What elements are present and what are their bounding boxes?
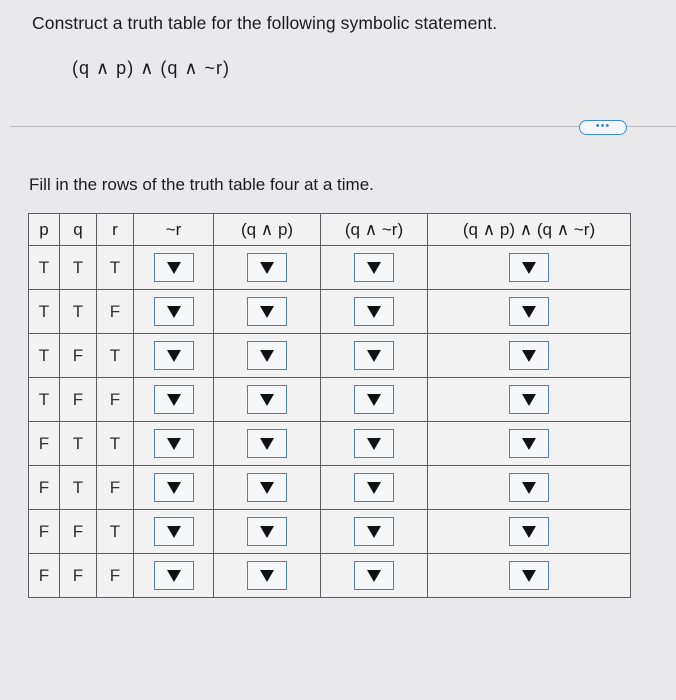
truth-value-dropdown[interactable] bbox=[509, 297, 549, 326]
table-row bbox=[29, 378, 631, 422]
truth-value-cell: T bbox=[97, 422, 134, 466]
truth-value-cell: F bbox=[60, 334, 97, 378]
dropdown-arrow-icon bbox=[167, 526, 181, 538]
truth-value-dropdown[interactable] bbox=[247, 253, 287, 282]
table-row bbox=[29, 246, 631, 290]
answer-cell bbox=[134, 246, 214, 290]
truth-value-cell: T bbox=[29, 378, 60, 422]
dropdown-arrow-icon bbox=[367, 394, 381, 406]
answer-cell bbox=[321, 510, 428, 554]
truth-value-dropdown[interactable] bbox=[354, 341, 394, 370]
answer-cell bbox=[134, 510, 214, 554]
truth-value-dropdown[interactable] bbox=[154, 385, 194, 414]
dropdown-arrow-icon bbox=[260, 350, 274, 362]
answer-cell bbox=[214, 378, 321, 422]
truth-value-dropdown[interactable] bbox=[509, 429, 549, 458]
dropdown-arrow-icon bbox=[260, 394, 274, 406]
dropdown-arrow-icon bbox=[167, 482, 181, 494]
dropdown-arrow-icon bbox=[367, 350, 381, 362]
answer-cell bbox=[321, 422, 428, 466]
dropdown-arrow-icon bbox=[260, 306, 274, 318]
dropdown-arrow-icon bbox=[522, 350, 536, 362]
dropdown-arrow-icon bbox=[522, 438, 536, 450]
dropdown-arrow-icon bbox=[167, 262, 181, 274]
truth-table bbox=[28, 213, 631, 598]
truth-value-cell: T bbox=[97, 510, 134, 554]
truth-value-cell: F bbox=[97, 554, 134, 598]
dropdown-arrow-icon bbox=[522, 306, 536, 318]
answer-cell bbox=[428, 378, 631, 422]
truth-value-dropdown[interactable] bbox=[154, 429, 194, 458]
answer-cell bbox=[134, 290, 214, 334]
column-header: p bbox=[29, 214, 60, 246]
truth-value-dropdown[interactable] bbox=[154, 253, 194, 282]
column-header: (q ∧ ~r) bbox=[321, 214, 428, 246]
dropdown-arrow-icon bbox=[367, 526, 381, 538]
answer-cell bbox=[428, 554, 631, 598]
dropdown-arrow-icon bbox=[367, 438, 381, 450]
column-header: (q ∧ p) bbox=[214, 214, 321, 246]
truth-value-dropdown[interactable] bbox=[509, 473, 549, 502]
answer-cell bbox=[428, 246, 631, 290]
column-header: ~r bbox=[134, 214, 214, 246]
table-prompt: Fill in the rows of the truth table four at a time. bbox=[29, 175, 374, 194]
dropdown-arrow-icon bbox=[367, 262, 381, 274]
dropdown-arrow-icon bbox=[260, 438, 274, 450]
truth-value-dropdown[interactable] bbox=[354, 473, 394, 502]
truth-value-cell: F bbox=[97, 378, 134, 422]
answer-cell bbox=[214, 246, 321, 290]
truth-value-dropdown[interactable] bbox=[354, 253, 394, 282]
table-row bbox=[29, 510, 631, 554]
truth-value-cell: F bbox=[60, 378, 97, 422]
more-button[interactable]: ••• bbox=[579, 120, 627, 135]
answer-cell bbox=[214, 290, 321, 334]
dropdown-arrow-icon bbox=[367, 306, 381, 318]
truth-value-dropdown[interactable] bbox=[354, 561, 394, 590]
truth-value-dropdown[interactable] bbox=[247, 341, 287, 370]
truth-value-cell: F bbox=[29, 554, 60, 598]
dropdown-arrow-icon bbox=[260, 262, 274, 274]
answer-cell bbox=[321, 378, 428, 422]
truth-value-dropdown[interactable] bbox=[247, 429, 287, 458]
answer-cell bbox=[214, 510, 321, 554]
column-header: r bbox=[97, 214, 134, 246]
truth-value-dropdown[interactable] bbox=[509, 341, 549, 370]
truth-value-cell: T bbox=[29, 246, 60, 290]
truth-value-dropdown[interactable] bbox=[247, 473, 287, 502]
answer-cell bbox=[214, 554, 321, 598]
truth-value-cell: F bbox=[97, 290, 134, 334]
truth-value-dropdown[interactable] bbox=[354, 385, 394, 414]
answer-cell bbox=[321, 334, 428, 378]
truth-value-dropdown[interactable] bbox=[247, 561, 287, 590]
answer-cell bbox=[214, 334, 321, 378]
truth-value-dropdown[interactable] bbox=[354, 517, 394, 546]
dropdown-arrow-icon bbox=[367, 482, 381, 494]
truth-value-cell: F bbox=[29, 510, 60, 554]
answer-cell bbox=[134, 378, 214, 422]
table-row bbox=[29, 334, 631, 378]
truth-value-cell: T bbox=[29, 334, 60, 378]
dropdown-arrow-icon bbox=[522, 570, 536, 582]
truth-value-cell: F bbox=[29, 422, 60, 466]
truth-value-dropdown[interactable] bbox=[154, 561, 194, 590]
truth-value-dropdown[interactable] bbox=[509, 517, 549, 546]
answer-cell bbox=[134, 422, 214, 466]
truth-value-cell: F bbox=[60, 554, 97, 598]
truth-value-dropdown[interactable] bbox=[247, 297, 287, 326]
answer-cell bbox=[321, 554, 428, 598]
dropdown-arrow-icon bbox=[167, 306, 181, 318]
truth-value-cell: T bbox=[60, 290, 97, 334]
answer-cell bbox=[134, 466, 214, 510]
answer-cell bbox=[321, 290, 428, 334]
dropdown-arrow-icon bbox=[167, 570, 181, 582]
truth-value-dropdown[interactable] bbox=[354, 297, 394, 326]
truth-value-cell: T bbox=[60, 422, 97, 466]
separator bbox=[10, 126, 676, 127]
truth-value-cell: T bbox=[29, 290, 60, 334]
header-row bbox=[29, 214, 631, 246]
dropdown-arrow-icon bbox=[167, 438, 181, 450]
truth-value-cell: T bbox=[97, 334, 134, 378]
truth-value-cell: F bbox=[60, 510, 97, 554]
column-header: q bbox=[60, 214, 97, 246]
answer-cell bbox=[321, 246, 428, 290]
dropdown-arrow-icon bbox=[260, 526, 274, 538]
answer-cell bbox=[134, 554, 214, 598]
dropdown-arrow-icon bbox=[522, 394, 536, 406]
truth-value-dropdown[interactable] bbox=[154, 297, 194, 326]
dropdown-arrow-icon bbox=[522, 526, 536, 538]
answer-cell bbox=[428, 334, 631, 378]
dropdown-arrow-icon bbox=[522, 482, 536, 494]
truth-value-dropdown[interactable] bbox=[354, 429, 394, 458]
instruction-text: Construct a truth table for the following symbolic statement. bbox=[32, 13, 498, 33]
answer-cell bbox=[214, 422, 321, 466]
truth-value-cell: T bbox=[97, 246, 134, 290]
dropdown-arrow-icon bbox=[260, 570, 274, 582]
truth-value-cell: F bbox=[97, 466, 134, 510]
answer-cell bbox=[428, 466, 631, 510]
truth-value-dropdown[interactable] bbox=[247, 385, 287, 414]
truth-value-dropdown[interactable] bbox=[154, 341, 194, 370]
table-row bbox=[29, 466, 631, 510]
dropdown-arrow-icon bbox=[522, 262, 536, 274]
dropdown-arrow-icon bbox=[167, 350, 181, 362]
truth-value-dropdown[interactable] bbox=[509, 385, 549, 414]
dropdown-arrow-icon bbox=[260, 482, 274, 494]
truth-value-dropdown[interactable] bbox=[509, 561, 549, 590]
truth-value-dropdown[interactable] bbox=[154, 473, 194, 502]
truth-value-cell: F bbox=[29, 466, 60, 510]
truth-value-cell: T bbox=[60, 246, 97, 290]
answer-cell bbox=[428, 290, 631, 334]
truth-value-dropdown[interactable] bbox=[154, 517, 194, 546]
table-row bbox=[29, 422, 631, 466]
formula: (q ∧ p) ∧ (q ∧ ~r) bbox=[72, 58, 231, 78]
dropdown-arrow-icon bbox=[367, 570, 381, 582]
truth-value-dropdown[interactable] bbox=[247, 517, 287, 546]
answer-cell bbox=[428, 422, 631, 466]
table-row bbox=[29, 290, 631, 334]
dropdown-arrow-icon bbox=[167, 394, 181, 406]
answer-cell bbox=[214, 466, 321, 510]
column-header: (q ∧ p) ∧ (q ∧ ~r) bbox=[428, 214, 631, 246]
truth-value-cell: T bbox=[60, 466, 97, 510]
answer-cell bbox=[134, 334, 214, 378]
answer-cell bbox=[321, 466, 428, 510]
answer-cell bbox=[428, 510, 631, 554]
table-row bbox=[29, 554, 631, 598]
truth-value-dropdown[interactable] bbox=[509, 253, 549, 282]
